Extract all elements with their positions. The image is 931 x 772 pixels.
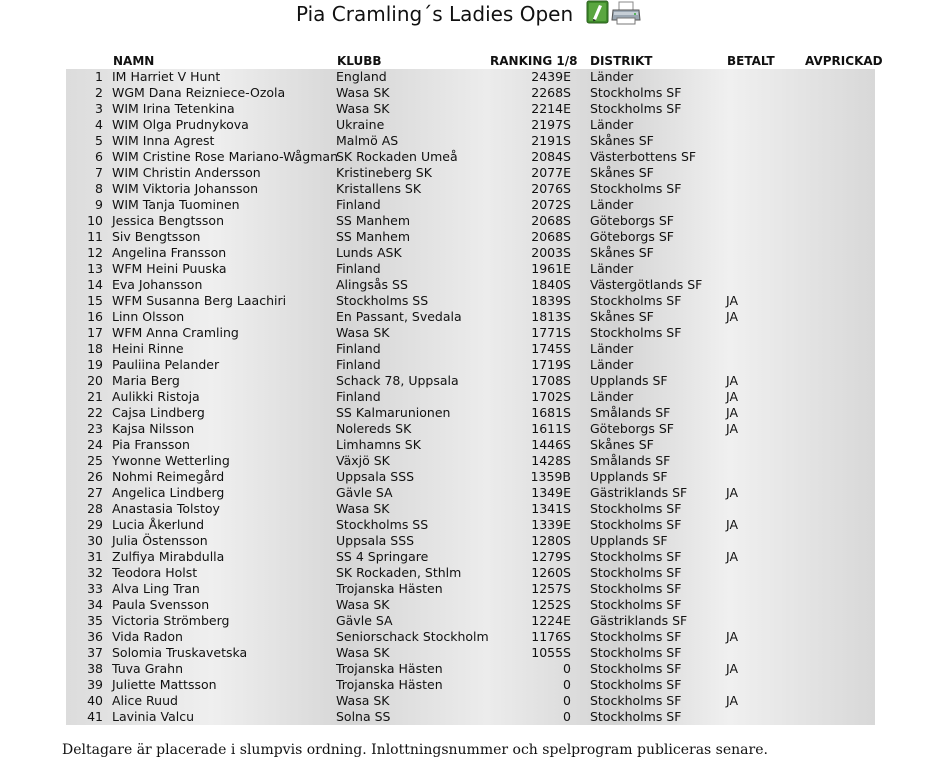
table-row: [66, 453, 875, 469]
ranking: 1681S: [531, 405, 571, 420]
player-name: Tuva Grahn: [112, 661, 184, 676]
club-name: Växjö SK: [336, 453, 390, 468]
player-name: Angelica Lindberg: [112, 485, 225, 500]
club-name: Lunds ASK: [336, 245, 402, 260]
player-name: WIM Olga Prudnykova: [112, 117, 249, 132]
player-name: Pia Fransson: [112, 437, 190, 452]
ranking: 1839S: [531, 293, 571, 308]
page-title: Pia Cramling´s Ladies Open: [296, 2, 574, 26]
ranking: 1339E: [531, 517, 571, 532]
table-row: [66, 149, 875, 165]
club-name: Trojanska Hästen: [336, 581, 443, 596]
club-name: SS Manhem: [336, 229, 410, 244]
club-name: En Passant, Svedala: [336, 309, 462, 324]
paid-status: JA: [726, 389, 739, 404]
ranking: 1961E: [531, 261, 571, 276]
district: Länder: [590, 389, 634, 404]
club-name: Wasa SK: [336, 645, 390, 660]
district: Göteborgs SF: [590, 213, 674, 228]
table-row: [66, 85, 875, 101]
club-name: Malmö AS: [336, 133, 399, 148]
ranking: 2077E: [531, 165, 571, 180]
row-number: 29: [87, 517, 103, 532]
ranking: 2214E: [531, 101, 571, 116]
club-name: Finland: [336, 389, 381, 404]
row-number: 14: [87, 277, 103, 292]
row-number: 10: [87, 213, 103, 228]
club-name: Finland: [336, 357, 381, 372]
player-name: WIM Viktoria Johansson: [112, 181, 259, 196]
club-name: Wasa SK: [336, 85, 390, 100]
club-name: Schack 78, Uppsala: [336, 373, 459, 388]
table-row: [66, 181, 875, 197]
row-number: 6: [95, 149, 103, 164]
table-row: [66, 277, 875, 293]
table-row: [66, 325, 875, 341]
player-name: Juliette Mattsson: [112, 677, 217, 692]
ranking: 1446S: [531, 437, 571, 452]
table-row: [66, 229, 875, 245]
table-row: [66, 117, 875, 133]
table-row: [66, 293, 875, 309]
paid-status: JA: [726, 517, 739, 532]
row-number: 2: [95, 85, 103, 100]
district: Upplands SF: [590, 533, 668, 548]
ranking: 1055S: [531, 645, 571, 660]
club-name: Wasa SK: [336, 325, 390, 340]
club-name: Trojanska Hästen: [336, 677, 443, 692]
row-number: 3: [95, 101, 103, 116]
club-name: Nolereds SK: [336, 421, 412, 436]
player-name: Linn Olsson: [112, 309, 185, 324]
table-row: [66, 693, 875, 709]
table-row: [66, 517, 875, 533]
ranking: 2068S: [531, 229, 571, 244]
club-name: Seniorschack Stockholm: [336, 629, 489, 644]
table-row: [66, 533, 875, 549]
player-name: Victoria Strömberg: [112, 613, 230, 628]
district: Stockholms SF: [590, 661, 682, 676]
ranking: 0: [563, 709, 571, 724]
district: Upplands SF: [590, 373, 668, 388]
club-name: SS Kalmarunionen: [336, 405, 451, 420]
district: Stockholms SF: [590, 645, 682, 660]
ranking: 2003S: [531, 245, 571, 260]
club-name: Trojanska Hästen: [336, 661, 443, 676]
ranking: 2076S: [531, 181, 571, 196]
table-row: [66, 101, 875, 117]
row-number: 32: [87, 565, 103, 580]
player-name: WGM Dana Reizniece-Ozola: [112, 85, 286, 100]
player-name: Alva Ling Tran: [112, 581, 200, 596]
district: Skånes SF: [590, 245, 654, 260]
paid-status: JA: [726, 629, 739, 644]
row-number: 31: [87, 549, 103, 564]
player-name: WIM Inna Agrest: [112, 133, 215, 148]
table-row: [66, 309, 875, 325]
table-row: [66, 565, 875, 581]
district: Göteborgs SF: [590, 421, 674, 436]
table-row: [66, 645, 875, 661]
club-name: Finland: [336, 261, 381, 276]
player-name: WFM Anna Cramling: [112, 325, 239, 340]
row-number: 20: [87, 373, 103, 388]
footer-note: Deltagare är placerade i slumpvis ordning. Inlottningsnummer och spelprogram publiceras senare.: [62, 742, 768, 758]
ranking: 2084S: [531, 149, 571, 164]
player-name: Cajsa Lindberg: [112, 405, 205, 420]
ranking: 1745S: [531, 341, 571, 356]
player-name: WFM Heini Puuska: [112, 261, 227, 276]
row-number: 4: [95, 117, 103, 132]
paid-status: JA: [726, 293, 739, 308]
table-row: [66, 69, 875, 85]
district: Stockholms SF: [590, 549, 682, 564]
table-row: [66, 469, 875, 485]
header-paid: BETALT: [727, 54, 775, 68]
table-row: [66, 501, 875, 517]
district: Länder: [590, 117, 634, 132]
row-number: 26: [87, 469, 103, 484]
club-name: Stockholms SS: [336, 293, 429, 308]
ranking: 2068S: [531, 213, 571, 228]
club-name: Finland: [336, 197, 381, 212]
ranking: 1771S: [531, 325, 571, 340]
club-name: Kristineberg SK: [336, 165, 432, 180]
ranking: 1708S: [531, 373, 571, 388]
table-row: [66, 341, 875, 357]
printer-icon[interactable]: [611, 1, 641, 25]
player-name: Heini Rinne: [112, 341, 184, 356]
club-name: SS Manhem: [336, 213, 410, 228]
club-name: SS 4 Springare: [336, 549, 429, 564]
district: Skånes SF: [590, 133, 654, 148]
district: Länder: [590, 197, 634, 212]
player-name: Maria Berg: [112, 373, 180, 388]
paid-status: JA: [726, 693, 739, 708]
club-name: Alingsås SS: [336, 277, 408, 292]
ranking: 1813S: [531, 309, 571, 324]
player-name: Paula Svensson: [112, 597, 210, 612]
row-number: 21: [87, 389, 103, 404]
district: Stockholms SF: [590, 565, 682, 580]
player-name: Eva Johansson: [112, 277, 203, 292]
row-number: 36: [87, 629, 103, 644]
player-name: Pauliina Pelander: [112, 357, 220, 372]
ranking: 1224E: [531, 613, 571, 628]
row-number: 19: [87, 357, 103, 372]
player-name: Angelina Fransson: [112, 245, 227, 260]
table-row: [66, 597, 875, 613]
club-name: Limhamns SK: [336, 437, 421, 452]
table-row: [66, 549, 875, 565]
row-number: 37: [87, 645, 103, 660]
ranking: 0: [563, 661, 571, 676]
club-name: Gävle SA: [336, 485, 393, 500]
table-row: [66, 613, 875, 629]
ranking: 1359B: [530, 469, 571, 484]
row-number: 22: [87, 405, 103, 420]
district: Länder: [590, 69, 634, 84]
ranking: 1840S: [531, 277, 571, 292]
district: Skånes SF: [590, 165, 654, 180]
ranking: 2439E: [531, 69, 571, 84]
player-name: Lucia Åkerlund: [112, 517, 205, 532]
table-row: [66, 421, 875, 437]
header-ranking: RANKING 1/8: [490, 54, 578, 68]
club-name: Wasa SK: [336, 101, 390, 116]
district: Upplands SF: [590, 469, 668, 484]
table-row: [66, 437, 875, 453]
table-row: [66, 405, 875, 421]
title-bar: [0, 0, 931, 30]
district: Stockholms SF: [590, 293, 682, 308]
player-name: Teodora Holst: [112, 565, 198, 580]
table-row: [66, 581, 875, 597]
row-number: 9: [95, 197, 103, 212]
edit-icon[interactable]: [586, 0, 609, 24]
table-row: [66, 245, 875, 261]
table-row: [66, 709, 875, 725]
ranking: 1349E: [531, 485, 571, 500]
paid-status: JA: [726, 421, 739, 436]
row-number: 8: [95, 181, 103, 196]
district: Västergötlands SF: [590, 277, 703, 292]
district: Stockholms SF: [590, 597, 682, 612]
club-name: SK Rockaden Umeå: [336, 149, 458, 164]
paid-status: JA: [726, 405, 739, 420]
club-name: Gävle SA: [336, 613, 393, 628]
player-name: Alice Ruud: [112, 693, 178, 708]
district: Västerbottens SF: [590, 149, 697, 164]
table-row: [66, 261, 875, 277]
ranking: 1260S: [531, 565, 571, 580]
row-number: 13: [87, 261, 103, 276]
row-number: 24: [87, 437, 103, 452]
player-name: IM Harriet V Hunt: [112, 69, 221, 84]
paid-status: JA: [726, 373, 739, 388]
table-row: [66, 213, 875, 229]
ranking: 2191S: [531, 133, 571, 148]
district: Stockholms SF: [590, 709, 682, 724]
district: Gästriklands SF: [590, 613, 688, 628]
player-name: WIM Irina Tetenkina: [112, 101, 235, 116]
row-number: 27: [87, 485, 103, 500]
ranking: 1252S: [531, 597, 571, 612]
player-name: Anastasia Tolstoy: [112, 501, 220, 516]
district: Stockholms SF: [590, 181, 682, 196]
club-name: Wasa SK: [336, 501, 390, 516]
table-row: [66, 485, 875, 501]
row-number: 41: [87, 709, 103, 724]
player-name: WIM Christin Andersson: [112, 165, 261, 180]
row-number: 18: [87, 341, 103, 356]
district: Stockholms SF: [590, 517, 682, 532]
row-number: 38: [87, 661, 103, 676]
table-header: [0, 54, 931, 70]
ranking: 1611S: [531, 421, 571, 436]
district: Skånes SF: [590, 309, 654, 324]
ranking: 1428S: [531, 453, 571, 468]
club-name: Wasa SK: [336, 693, 390, 708]
player-name: Nohmi Reimegård: [112, 469, 225, 484]
row-number: 11: [87, 229, 103, 244]
district: Länder: [590, 261, 634, 276]
row-number: 30: [87, 533, 103, 548]
row-number: 34: [87, 597, 103, 612]
player-name: WFM Susanna Berg Laachiri: [112, 293, 287, 308]
row-number: 1: [95, 69, 103, 84]
district: Stockholms SF: [590, 85, 682, 100]
header-checked: AVPRICKAD: [805, 54, 883, 68]
paid-status: JA: [726, 661, 739, 676]
club-name: Uppsala SSS: [336, 533, 415, 548]
ranking: 1280S: [531, 533, 571, 548]
player-name: Aulikki Ristoja: [112, 389, 200, 404]
player-name: Solomia Truskavetska: [112, 645, 248, 660]
district: Skånes SF: [590, 437, 654, 452]
district: Stockholms SF: [590, 101, 682, 116]
district: Stockholms SF: [590, 629, 682, 644]
participants-table: [66, 69, 875, 725]
table-row: [66, 677, 875, 693]
table-row: [66, 373, 875, 389]
club-name: Solna SS: [336, 709, 391, 724]
player-name: Jessica Bengtsson: [112, 213, 224, 228]
row-number: 25: [87, 453, 103, 468]
paid-status: JA: [726, 485, 739, 500]
row-number: 5: [95, 133, 103, 148]
player-name: Kajsa Nilsson: [112, 421, 195, 436]
player-name: Lavinia Valcu: [112, 709, 195, 724]
row-number: 23: [87, 421, 103, 436]
club-name: Uppsala SSS: [336, 469, 415, 484]
district: Länder: [590, 357, 634, 372]
ranking: 2072S: [531, 197, 571, 212]
district: Stockholms SF: [590, 325, 682, 340]
player-name: WIM Tanja Tuominen: [112, 197, 240, 212]
district: Gästriklands SF: [590, 485, 688, 500]
district: Smålands SF: [590, 453, 671, 468]
row-number: 7: [95, 165, 103, 180]
header-district: DISTRIKT: [590, 54, 653, 68]
ranking: 1341S: [531, 501, 571, 516]
row-number: 17: [87, 325, 103, 340]
header-name: NAMN: [113, 54, 155, 68]
row-number: 33: [87, 581, 103, 596]
ranking: 0: [563, 693, 571, 708]
row-number: 16: [87, 309, 103, 324]
player-name: Zulfiya Mirabdulla: [112, 549, 225, 564]
district: Smålands SF: [590, 405, 671, 420]
club-name: Stockholms SS: [336, 517, 429, 532]
club-name: Ukraine: [336, 117, 385, 132]
player-name: WIM Cristine Rose Mariano-Wågman: [112, 149, 339, 164]
paid-status: JA: [726, 309, 739, 324]
row-number: 39: [87, 677, 103, 692]
district: Stockholms SF: [590, 581, 682, 596]
table-row: [66, 133, 875, 149]
ranking: 1719S: [531, 357, 571, 372]
club-name: Finland: [336, 341, 381, 356]
district: Stockholms SF: [590, 693, 682, 708]
district: Stockholms SF: [590, 501, 682, 516]
district: Länder: [590, 341, 634, 356]
ranking: 2268S: [531, 85, 571, 100]
table-row: [66, 165, 875, 181]
header-club: KLUBB: [337, 54, 382, 68]
district: Göteborgs SF: [590, 229, 674, 244]
row-number: 40: [87, 693, 103, 708]
paid-status: JA: [726, 549, 739, 564]
table-row: [66, 629, 875, 645]
player-name: Vida Radon: [112, 629, 183, 644]
player-name: Siv Bengtsson: [112, 229, 201, 244]
ranking: 0: [563, 677, 571, 692]
ranking: 1702S: [531, 389, 571, 404]
row-number: 28: [87, 501, 103, 516]
row-number: 12: [87, 245, 103, 260]
table-row: [66, 357, 875, 373]
club-name: SK Rockaden, Sthlm: [336, 565, 462, 580]
table-row: [66, 389, 875, 405]
table-row: [66, 197, 875, 213]
club-name: England: [336, 69, 387, 84]
club-name: Wasa SK: [336, 597, 390, 612]
table-row: [66, 661, 875, 677]
club-name: Kristallens SK: [336, 181, 422, 196]
row-number: 15: [87, 293, 103, 308]
ranking: 1257S: [531, 581, 571, 596]
ranking: 2197S: [531, 117, 571, 132]
ranking: 1176S: [531, 629, 571, 644]
ranking: 1279S: [531, 549, 571, 564]
player-name: Ywonne Wetterling: [112, 453, 230, 468]
player-name: Julia Östensson: [112, 533, 208, 548]
district: Stockholms SF: [590, 677, 682, 692]
row-number: 35: [87, 613, 103, 628]
